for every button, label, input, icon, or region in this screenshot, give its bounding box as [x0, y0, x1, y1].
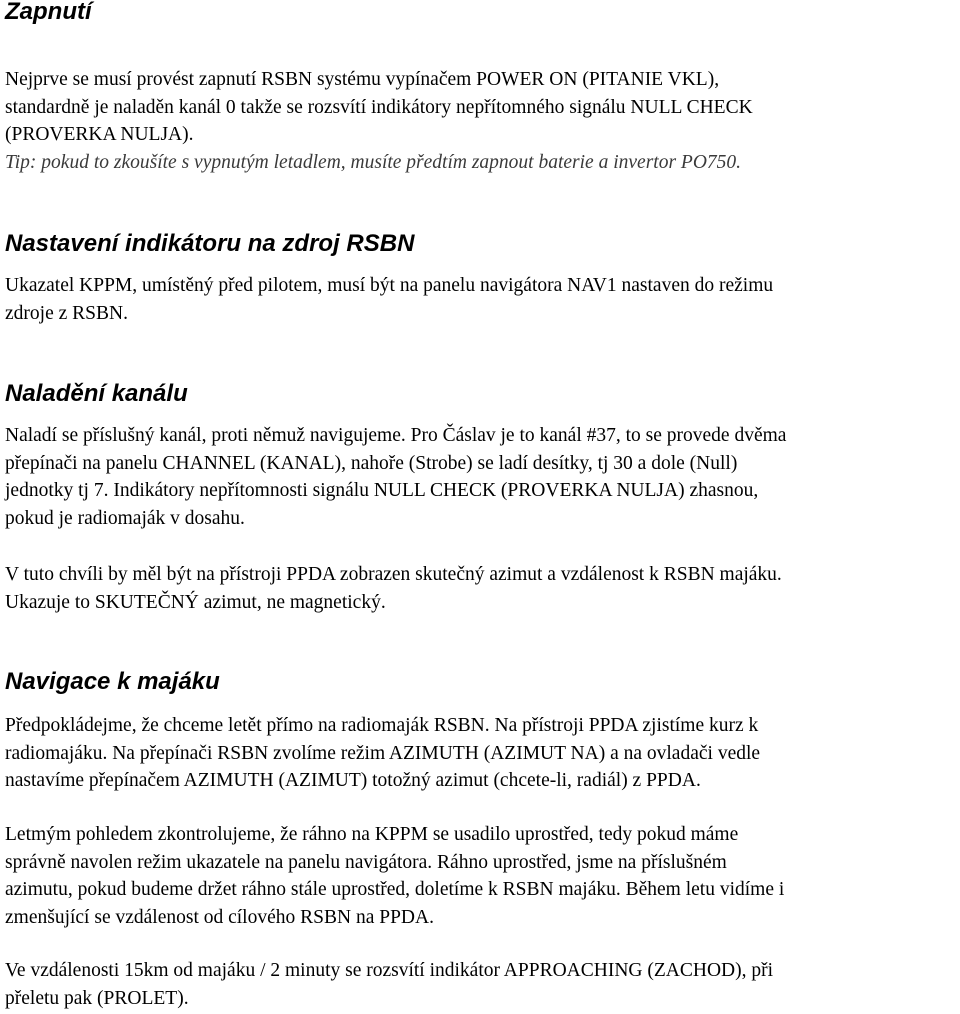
text-line: radiomajáku. Na přepínači RSBN zvolíme režim AZIMUTH (AZIMUT NA) a na ovladači vedle — [5, 742, 761, 764]
text-line: azimutu, pokud budeme držet ráhno stále uprostřed, doletíme k RSBN majáku. Během letu vidíme i — [5, 879, 785, 900]
text-line: zdroje z RSBN. — [5, 302, 128, 324]
paragraph-approach-indicator — [5, 957, 773, 1012]
text-line: Letmým pohledem zkontrolujeme, že ráhno na KPPM se usadilo uprostřed, tedy pokud máme — [5, 824, 739, 845]
paragraph-kppm-source — [5, 272, 773, 327]
section-heading-channel-tuning: Naladění kanálu — [5, 380, 188, 407]
text-line: přeletu pak (PROLET). — [5, 987, 189, 1009]
text-line: standardně je naladěn kanál 0 takže se rozsvítí indikátory nepřítomného signálu NULL CHECK — [5, 96, 753, 118]
section-heading-beacon-navigation: Navigace k majáku — [5, 668, 220, 695]
section-heading-zapnuti: Zapnutí — [5, 0, 92, 25]
text-line: pokud je radiomaják v dosahu. — [5, 507, 245, 529]
tip-line: Tip: pokud to zkoušíte s vypnutým letadlem, musíte předtím zapnout baterie a invertor PO750. — [5, 151, 742, 173]
text-line: správně navolen režim ukazatele na panelu navigátora. Ráhno uprostřed, jsme na příslušném — [5, 851, 727, 873]
text-line: Ve vzdálenosti 15km od majáku / 2 minuty se rozsvítí indikátor APPROACHING (ZACHOD), při — [5, 960, 774, 981]
text-line: nastavíme přepínačem AZIMUTH (AZIMUT) totožný azimut (chcete-li, radiál) z PPDA. — [5, 770, 701, 791]
text-line: (PROVERKA NULJA). — [5, 124, 194, 145]
paragraph-channel-tuning — [5, 422, 786, 532]
text-line: Ukazatel KPPM, umístěný před pilotem, musí být na panelu navigátora NAV1 nastaven do režimu — [5, 275, 774, 296]
text-line: jednotky tj 7. Indikátory nepřítomnosti signálu NULL CHECK (PROVERKA NULJA) zhasnou, — [5, 480, 759, 501]
text-line: Nejprve se musí provést zapnutí RSBN systému vypínačem POWER ON (PITANIE VKL), — [5, 69, 720, 90]
section-heading-indicator-source: Nastavení indikátoru na zdroj RSBN — [5, 230, 415, 257]
paragraph-power-on — [5, 66, 753, 176]
paragraph-ppda-azimuth — [5, 561, 782, 616]
paragraph-kppm-check — [5, 821, 784, 931]
text-line: Ukazuje to SKUTEČNÝ azimut, ne magnetický. — [5, 591, 386, 613]
text-line: V tuto chvíli by měl být na přístroji PPDA zobrazen skutečný azimut a vzdálenost k RSBN majáku. — [5, 564, 782, 585]
text-line: zmenšující se vzdálenost od cílového RSBN na PPDA. — [5, 906, 434, 928]
text-line: Předpokládejme, že chceme letět přímo na radiomaják RSBN. Na přístroji PPDA zjistíme kurz k — [5, 715, 759, 736]
text-line: přepínači na panelu CHANNEL (KANAL), nahoře (Strobe) se ladí desítky, tj 30 a dole (Null) — [5, 452, 738, 474]
text-line: Naladí se příslušný kanál, proti němuž navigujeme. Pro Čáslav je to kanál #37, to se provede dvěma — [5, 425, 787, 446]
paragraph-course-setup — [5, 712, 760, 795]
